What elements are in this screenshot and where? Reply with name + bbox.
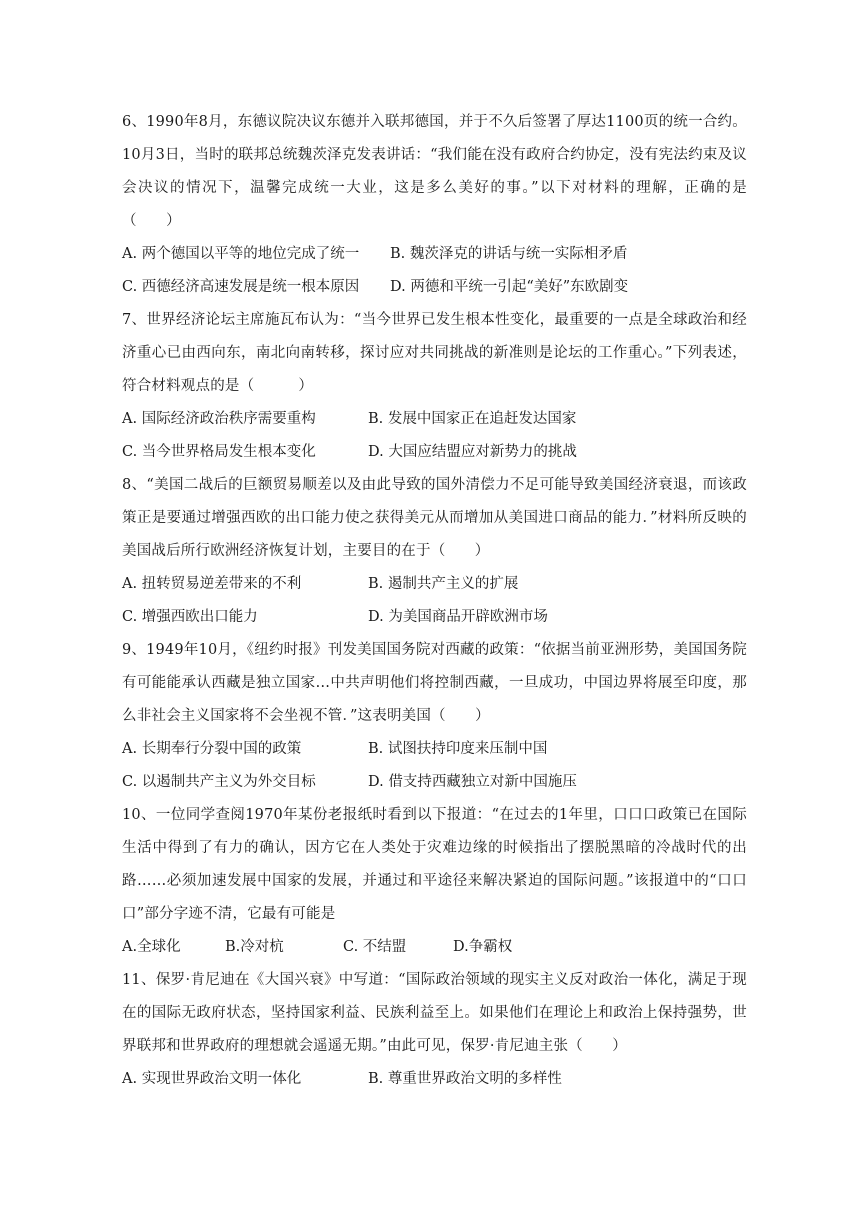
question-9-option-c: C. 以遏制共产主义为外交目标	[122, 774, 316, 790]
question-8-option-a: A. 扭转贸易逆差带来的不利	[122, 576, 302, 592]
question-11-options-row-1	[122, 1063, 747, 1096]
question-6-options-row-2	[122, 271, 747, 304]
question-11-option-b: B. 尊重世界政治文明的多样性	[368, 1071, 562, 1087]
question-8-option-d: D. 为美国商品开辟欧洲市场	[368, 609, 548, 625]
question-8-options-row-2	[122, 601, 747, 634]
question-7-options-row-1	[122, 403, 747, 436]
question-6-option-d: D. 两德和平统一引起“美好”东欧剧变	[390, 279, 629, 295]
question-8-stem: 8、“美国二战后的巨额贸易顺差以及由此导致的国外清偿力不足可能导致美国经济衰退，而该政策正是要通过增强西欧的出口能力使之获得美元从而增加从美国进口商品的能力．”材料所反映的美国战后所行欧洲经济恢复计划，主要目的在于（ ）	[122, 477, 747, 559]
question-8-option-b: B. 遏制共产主义的扩展	[368, 576, 519, 592]
question-7-stem: 7、世界经济论坛主席施瓦布认为：“当今世界已发生根本性变化，最重要的一点是全球政治和经济重心已由西向东，南北向南转移，探讨应对共同挑战的新准则是论坛的工作重心。”下列表述，符合材料观点的是（ ）	[122, 312, 747, 394]
exam-page	[122, 106, 747, 1096]
question-8-option-c: C. 增强西欧出口能力	[122, 609, 258, 625]
question-10-option-a: A.全球化	[122, 939, 181, 955]
question-9-option-b: B. 试图扶持印度来压制中国	[368, 741, 548, 757]
question-6-options-row-1	[122, 238, 747, 271]
question-6-stem: 6、1990年8月，东德议院决议东德并入联邦德国，并于不久后签署了厚达1100页的统一合约。10月3日，当时的联邦总统魏茨泽克发表讲话：“我们能在没有政府合约协定，没有宪法约束及议会决议的情况下，温馨完成统一大业，这是多么美好的事。”以下对材料的理解，正确的是（ ）	[122, 114, 747, 229]
question-7-option-d: D. 大国应结盟应对新势力的挑战	[368, 444, 577, 460]
question-7-option-c: C. 当今世界格局发生根本变化	[122, 444, 316, 460]
question-7-option-b: B. 发展中国家正在追赶发达国家	[368, 411, 577, 427]
question-9-stem: 9、1949年10月，《纽约时报》刊发美国国务院对西藏的政策：“依据当前亚洲形势，美国国务院有可能能承认西藏是独立国家…中共声明他们将控制西藏，一旦成功，中国边界将展至印度，那么非社会主义国家将不会坐视不管．”这表明美国（ ）	[122, 642, 747, 724]
question-11-stem: 11、保罗·肯尼迪在《大国兴衰》中写道：“国际政治领域的现实主义反对政治一体化，满足于现在的国际无政府状态，坚持国家利益、民族利益至上。如果他们在理论上和政治上保持强势，世界联邦和世界政府的理想就会遥遥无期。”由此可见，保罗·肯尼迪主张（ ）	[122, 972, 747, 1054]
question-10-option-c: C. 不结盟	[343, 939, 407, 955]
question-9-options-row-2	[122, 766, 747, 799]
question-9-option-a: A. 长期奉行分裂中国的政策	[122, 741, 302, 757]
question-7-option-a: A. 国际经济政治秩序需要重构	[122, 411, 316, 427]
question-9-options-row-1	[122, 733, 747, 766]
question-6-option-a: A. 两个德国以平等的地位完成了统一	[122, 246, 360, 262]
question-6-option-b: B. 魏茨泽克的讲话与统一实际相矛盾	[390, 246, 628, 262]
question-10-option-b: B.冷对杭	[225, 939, 284, 955]
question-10-stem: 10、一位同学查阅1970年某份老报纸时看到以下报道：“在过去的1年里，口口口政策已在国际生活中得到了有力的确认，因方它在人类处于灾难边缘的时候指出了摆脱黑暗的冷战时代的出路……必须加速发展中国家的发展，并通过和平途径来解决紧迫的国际问题。”该报道中的“口口口”部分字迹不清，它最有可能是	[122, 807, 747, 922]
question-10-options-row	[122, 931, 747, 964]
question-10-option-d: D.争霸权	[453, 939, 513, 955]
question-6-option-c: C. 西德经济高速发展是统一根本原因	[122, 279, 360, 295]
question-11-option-a: A. 实现世界政治文明一体化	[122, 1071, 302, 1087]
question-7-options-row-2	[122, 436, 747, 469]
question-9-option-d: D. 借支持西藏独立对新中国施压	[368, 774, 577, 790]
question-8-options-row-1	[122, 568, 747, 601]
